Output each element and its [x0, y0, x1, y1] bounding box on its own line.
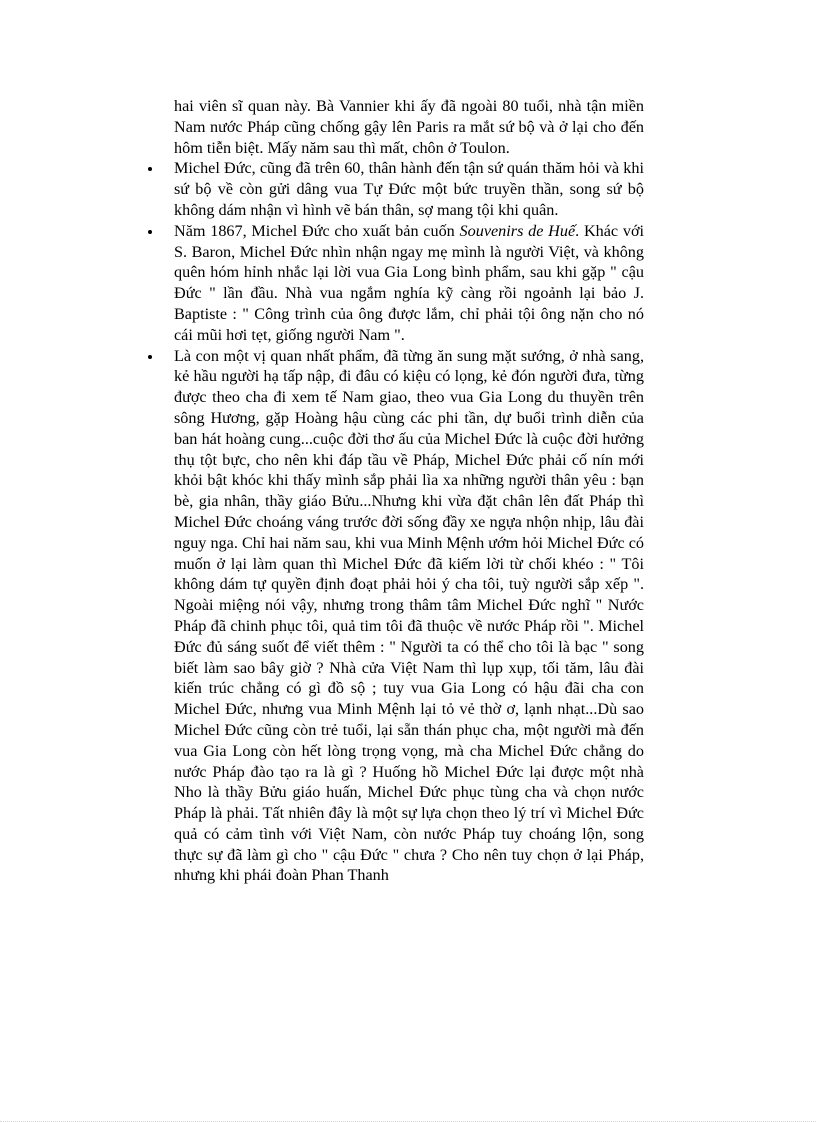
bullet-text: Là con một vị quan nhất phẩm, đã từng ăn sung mặt sướng, ở nhà sang, kẻ hầu người hạ tấp nập, đi đâu có kiệu có lọng, kẻ đón người đưa, từng được theo cha đi xem tế Nam giao, theo vua Gia Long du thuyền trên sông Hương, gặp Hoàng hậu cùng các phi tần, dự buổi trình diễn của ban hát hoàng cung...cuộc đời thơ ấu của Michel Đức là cuộc đời hưởng thụ tột bực, cho nên khi đáp tầu về Pháp, Michel Đức phải cố nín mới khỏi bật khóc khi thấy mình sắp phải lìa xa những người thân yêu : bạn bè, gia nhân, thầy giáo Bửu...Nhưng khi vừa đặt chân lên đất Pháp thì Michel Đức choáng váng trước đời sống đầy xe ngựa nhộn nhịp, lâu đài nguy nga. Chỉ hai năm sau, khi vua Minh Mệnh ướm hỏi Michel Đức có muốn ở lại làm quan thì Michel Đức đã kiếm lời từ chối khéo : " Tôi không dám tự quyền định đoạt phải hỏi ý cha tôi, tuỳ người sắp xếp ". Ngoài miệng nói vậy, nhưng trong thâm tâm Michel Đức nghĩ " Nước Pháp đã chinh phục tôi, quả tim tôi đã thuộc về nước Pháp rồi ". Michel Đức đủ sáng suốt để viết thêm : " Người ta có thể cho tôi là bạc " song biết làm sao bây giờ ? Nhà cửa Việt Nam thì lụp xụp, tối tăm, lâu đài kiến trúc chẳng có gì đồ sộ ; tuy vua Gia Long có hậu đãi cha con Michel Đức, nhưng vua Minh Mệnh lại tỏ vẻ thờ ơ, lạnh nhạt...Dù sao Michel Đức cũng còn trẻ tuổi, lại sẵn thán phục cha, một người mà đến vua Gia Long còn hết lòng trọng vọng, mà cha Michel Đức chẳng do nước Pháp đào tạo ra là gì ? Huống hồ Michel Đức lại được một nhà Nho là thầy Bửu giáo huấn, Michel Đức phục tùng cha và chọn nước Pháp là phải. Tất nhiên đây là một sự lựa chọn theo lý trí vì Michel Đức quả có cảm tình với Việt Nam, còn nước Pháp tuy choáng lộn, song thực sự đã làm gì cho " cậu Đức " chưa ? Cho nên tuy chọn ở lại Pháp, nhưng khi phái đoàn Phan Thanh [174, 346, 644, 885]
bullet-text: Michel Đức, cũng đã trên 60, thân hành đến tận sứ quán thăm hỏi và khi sứ bộ về còn gửi dâng vua Tự Đức một bức truyền thần, song sứ bộ không dám nhận vì hình vẽ bán thân, sợ mang tội khi quân. [174, 159, 644, 219]
document-body [174, 96, 644, 886]
list-item [174, 346, 644, 887]
bullet-list [174, 158, 644, 886]
bullet-icon [148, 355, 152, 359]
list-item [174, 221, 644, 346]
bullet-text-lead: Năm 1867, Michel Đức cho xuất bản cuốn [174, 221, 460, 240]
page-bottom-divider [0, 1121, 816, 1122]
book-title: Souvenirs de Huế [459, 221, 576, 240]
bullet-text-rest: . Khác với S. Baron, Michel Đức nhìn nhận ngay mẹ mình là người Việt, và không quên hóm hỉnh nhắc lại lời vua Gia Long bình phẩm, sau khi gặp " cậu Đức " lần đầu. Nhà vua ngắm nghía kỹ càng rồi ngoảnh lại bảo J. Baptiste : " Công trình của ông được lắm, chỉ phải tội ông nặn cho nó cái mũi hơi tẹt, giống người Nam ". [174, 221, 645, 344]
list-item [174, 158, 644, 220]
continuation-paragraph: hai viên sĩ quan này. Bà Vannier khi ấy đã ngoài 80 tuổi, nhà tận miền Nam nước Pháp cũng chống gậy lên Paris ra mắt sứ bộ và ở lại cho đến hôm tiễn biệt. Mấy năm sau thì mất, chôn ở Toulon. [174, 97, 644, 157]
bullet-icon [148, 230, 152, 234]
bullet-icon [148, 167, 152, 171]
